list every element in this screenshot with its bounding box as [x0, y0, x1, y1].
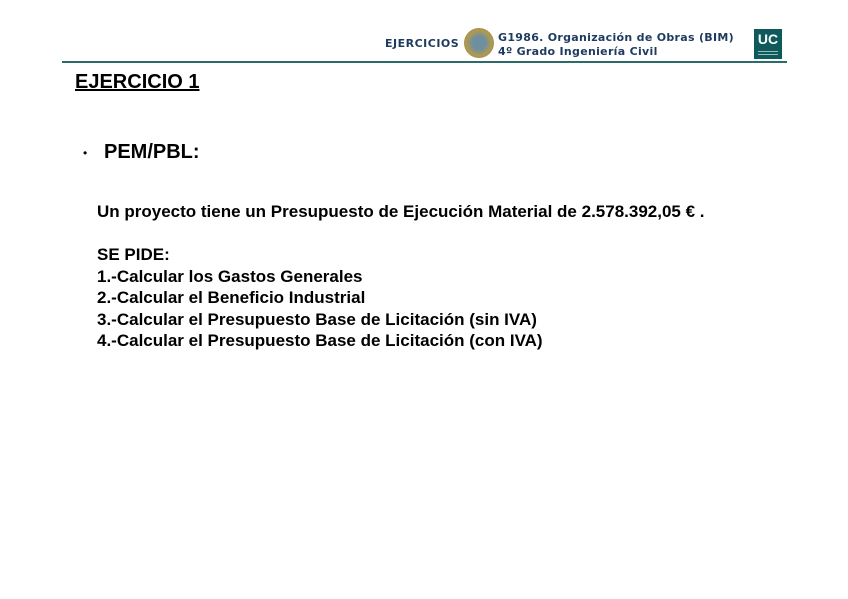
- task-item: 3.-Calcular el Presupuesto Base de Licitación (sin IVA): [97, 309, 537, 329]
- course-info: [498, 31, 734, 59]
- school-crest-logo: [464, 28, 494, 58]
- uc-logo-text: UC: [757, 31, 779, 47]
- task-item: 2.-Calcular el Beneficio Industrial: [97, 288, 366, 307]
- page-title: EJERCICIO 1: [75, 71, 200, 93]
- subtitle: PEM/PBL:: [104, 141, 200, 163]
- task-item: 4.-Calcular el Presupuesto Base de Licitación (con IVA): [97, 331, 543, 350]
- course-title: G1986. Organización de Obras (BIM): [498, 31, 734, 44]
- exercise-body: [97, 201, 705, 352]
- task-item: 1.-Calcular los Gastos Generales: [97, 266, 363, 286]
- statement: Un proyecto tiene un Presupuesto de Ejecución Material de 2.578.392,05 € .: [97, 202, 705, 221]
- header-divider: [62, 61, 787, 63]
- bullet: •: [83, 146, 88, 160]
- course-degree: 4º Grado Ingeniería Civil: [498, 45, 658, 58]
- header-section-label: EJERCICIOS: [385, 37, 460, 50]
- uc-logo: [754, 29, 782, 59]
- se-pide-label: SE PIDE:: [97, 245, 170, 264]
